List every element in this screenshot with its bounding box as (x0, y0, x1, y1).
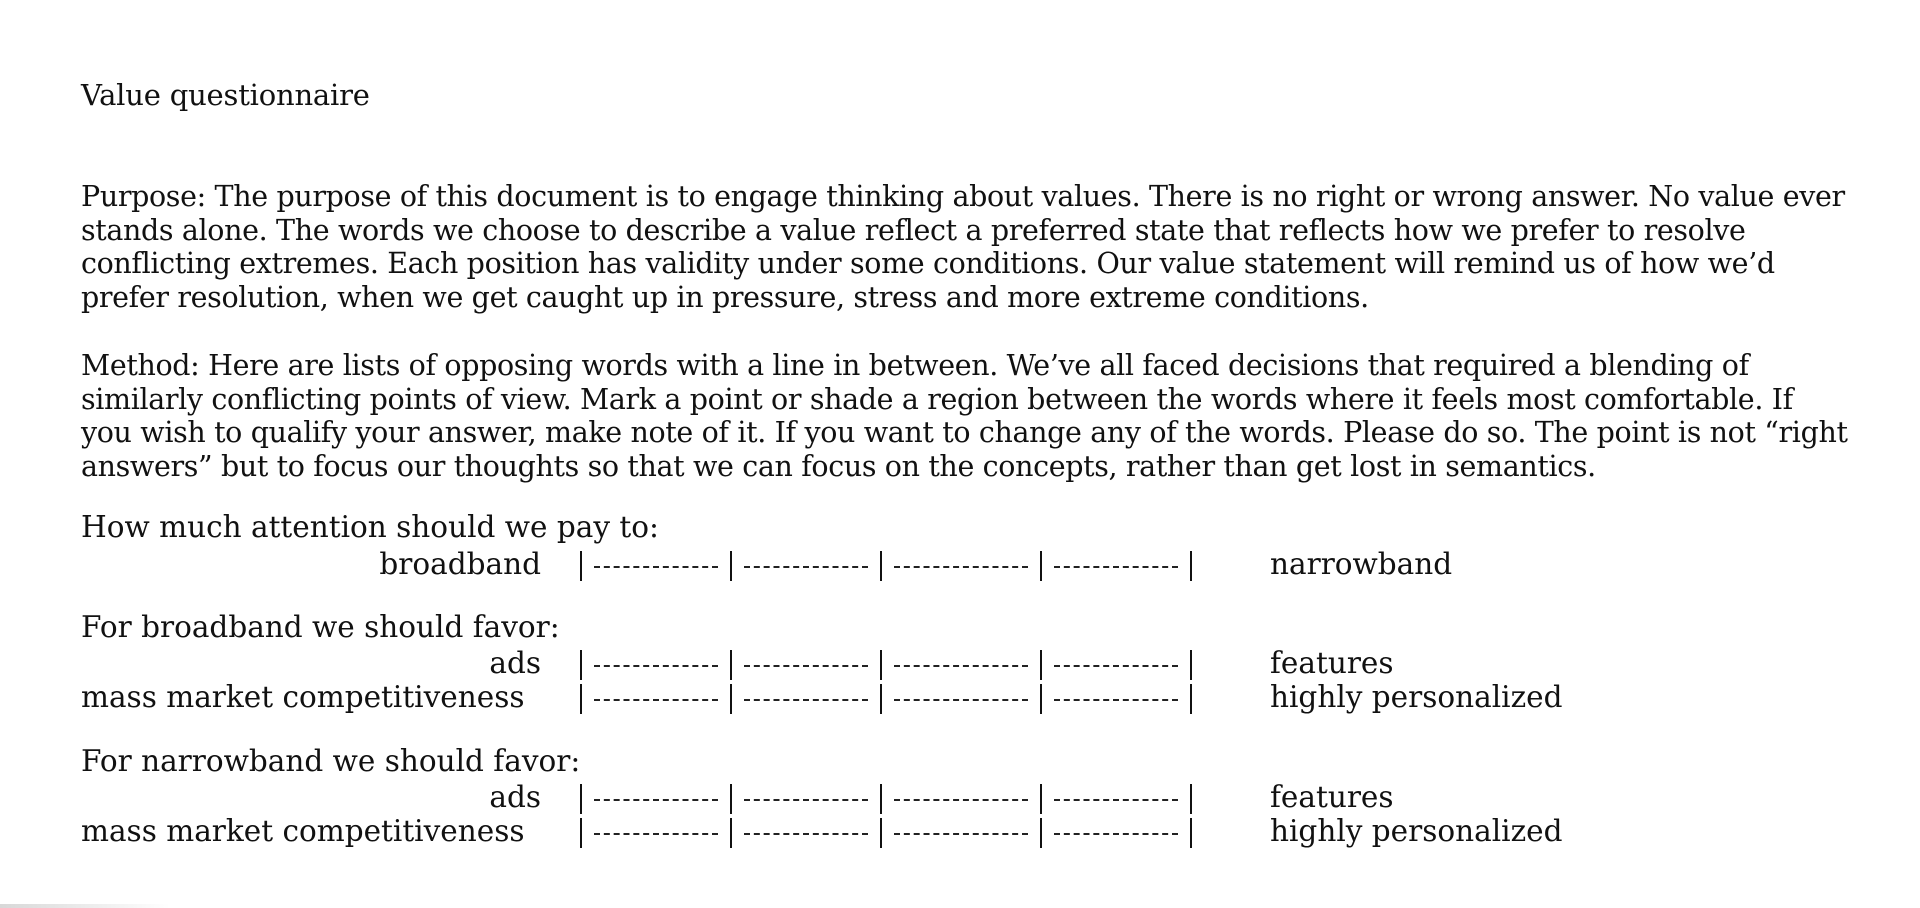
scale-tick (1040, 650, 1042, 680)
purpose-line: Purpose: The purpose of this document is to engage thinking about values. There is no right or wrong answer. No value ever (81, 180, 1845, 213)
section-heading-broadband: For broadband we should favor: (81, 610, 560, 644)
scale-tick (730, 818, 732, 848)
scale-dashed-segment[interactable] (1054, 799, 1178, 801)
scale-tick (1190, 784, 1192, 814)
scale-row-broadband-narrowband (0, 547, 1920, 581)
scale-tick (1040, 684, 1042, 714)
scan-edge-shadow (0, 904, 170, 908)
scale-right-label: highly personalized (1270, 680, 1563, 714)
method-line: answers” but to focus our thoughts so that we can focus on the concepts, rather than get lost in semantics. (81, 449, 1596, 483)
scale-dashed-segment[interactable] (744, 833, 868, 835)
scale-left-label: mass market competitiveness (81, 814, 525, 848)
scale-tick (730, 650, 732, 680)
scale-tick (1190, 818, 1192, 848)
scale-tick (580, 650, 582, 680)
scale-dashed-segment[interactable] (744, 566, 868, 568)
scale-tick (580, 784, 582, 814)
scale-tick (1190, 684, 1192, 714)
scale-right-label: highly personalized (1270, 814, 1563, 848)
method-line: you wish to qualify your answer, make note of it. If you want to change any of the words. Please do so. The point is not “right (81, 416, 1848, 449)
scale-left-label: mass market competitiveness (81, 680, 525, 714)
scale-dashed-segment[interactable] (594, 699, 718, 701)
purpose-paragraph (81, 180, 1881, 314)
scale-dashed-segment[interactable] (594, 566, 718, 568)
method-paragraph (81, 349, 1881, 483)
rating-scale[interactable] (575, 818, 1195, 848)
section-heading-narrowband: For narrowband we should favor: (81, 744, 581, 778)
scale-dashed-segment[interactable] (1054, 833, 1178, 835)
scale-tick (880, 684, 882, 714)
scale-dashed-segment[interactable] (744, 699, 868, 701)
scale-tick (730, 784, 732, 814)
scale-dashed-segment[interactable] (594, 799, 718, 801)
scale-left-label: broadband (379, 547, 541, 581)
rating-scale[interactable] (575, 551, 1195, 581)
scale-tick (730, 551, 732, 581)
scale-left-label: ads (489, 646, 541, 680)
method-line: similarly conflicting points of view. Mark a point or shade a region between the words where it feels most comfortable. If (81, 382, 1793, 416)
scale-dashed-segment[interactable] (894, 665, 1028, 667)
purpose-line: stands alone. The words we choose to describe a value reflect a preferred state that reflects how we prefer to resolve (81, 213, 1746, 247)
scale-tick (880, 784, 882, 814)
scale-tick (1040, 784, 1042, 814)
scale-tick (580, 818, 582, 848)
scale-left-label: ads (489, 780, 541, 814)
scale-dashed-segment[interactable] (894, 566, 1028, 568)
scale-row-ads-features (0, 646, 1920, 680)
rating-scale[interactable] (575, 784, 1195, 814)
scale-tick (580, 551, 582, 581)
scale-dashed-segment[interactable] (594, 665, 718, 667)
scale-dashed-segment[interactable] (1054, 665, 1178, 667)
scale-tick (880, 650, 882, 680)
scale-tick (880, 551, 882, 581)
scale-dashed-segment[interactable] (744, 665, 868, 667)
scale-tick (1190, 551, 1192, 581)
scale-row-mass-market-personalized (0, 680, 1920, 714)
method-line: Method: Here are lists of opposing words with a line in between. We’ve all faced decisions that required a blending of (81, 349, 1749, 382)
scale-right-label: features (1270, 780, 1394, 814)
purpose-line: conflicting extremes. Each position has validity under some conditions. Our value statement will remind us of how we’d (81, 247, 1775, 280)
scale-row-mass-market-personalized (0, 814, 1920, 848)
scale-tick (880, 818, 882, 848)
scale-dashed-segment[interactable] (744, 799, 868, 801)
scale-tick (730, 684, 732, 714)
scale-dashed-segment[interactable] (1054, 699, 1178, 701)
section-heading-attention: How much attention should we pay to: (81, 510, 659, 544)
scale-dashed-segment[interactable] (894, 833, 1028, 835)
scale-dashed-segment[interactable] (1054, 566, 1178, 568)
scale-tick (580, 684, 582, 714)
scale-tick (1190, 650, 1192, 680)
scale-dashed-segment[interactable] (894, 799, 1028, 801)
scale-tick (1040, 818, 1042, 848)
document-title: Value questionnaire (81, 78, 370, 112)
scale-right-label: features (1270, 646, 1394, 680)
rating-scale[interactable] (575, 650, 1195, 680)
scale-tick (1040, 551, 1042, 581)
scale-row-ads-features (0, 780, 1920, 814)
purpose-line: prefer resolution, when we get caught up in pressure, stress and more extreme conditions. (81, 280, 1369, 314)
rating-scale[interactable] (575, 684, 1195, 714)
scale-right-label: narrowband (1270, 547, 1453, 581)
scale-dashed-segment[interactable] (594, 833, 718, 835)
scale-dashed-segment[interactable] (894, 699, 1028, 701)
